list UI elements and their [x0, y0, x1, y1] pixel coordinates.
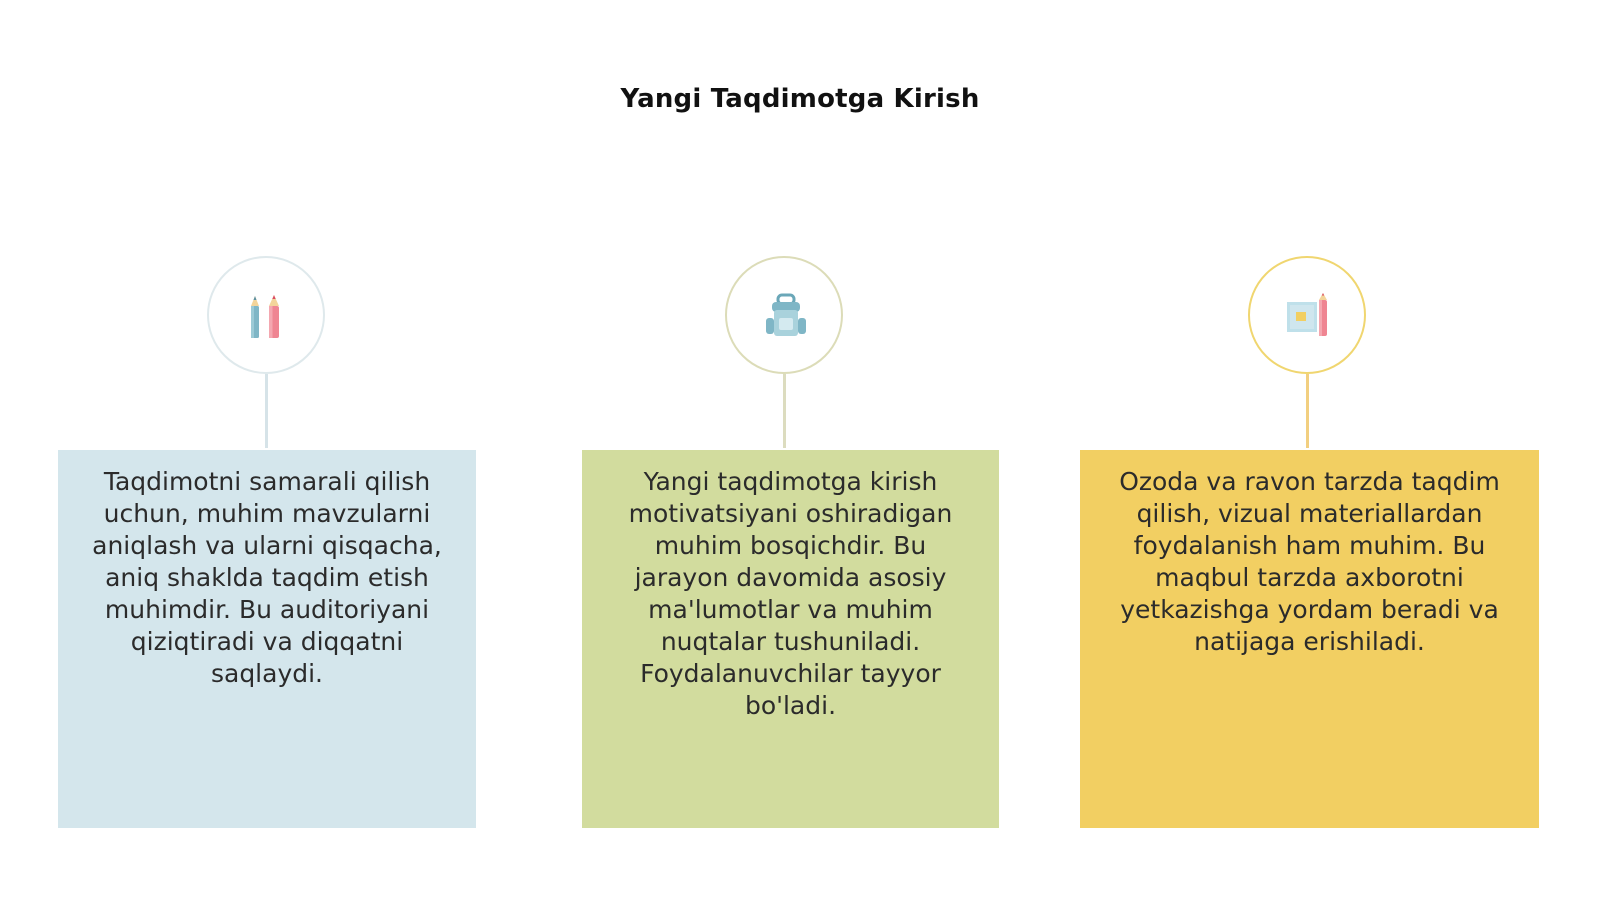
connector-line — [265, 374, 268, 448]
picture-and-pencil-icon — [1284, 292, 1334, 342]
connector-line — [783, 374, 786, 448]
info-card: Ozoda va ravon tarzda taqdim qilish, vizual materiallardan foydalanish ham muhim. Bu maqbul tarzda axborotni yetkazishga yordam beradi va natijaga erishiladi. — [1080, 450, 1539, 828]
icon-circle — [1248, 256, 1366, 374]
backpack-icon — [761, 292, 811, 342]
info-card: Yangi taqdimotga kirish motivatsiyani oshiradigan muhim bosqichdir. Bu jarayon davomida asosiy ma'lumotlar va muhim nuqtalar tushuniladi. Foydalanuvchilar tayyor bo'ladi. — [582, 450, 999, 828]
icon-circle — [207, 256, 325, 374]
slide-title: Yangi Taqdimotga Kirish — [620, 84, 980, 114]
icon-circle — [725, 256, 843, 374]
pencils-icon — [243, 292, 293, 342]
connector-line — [1306, 374, 1309, 448]
info-card: Taqdimotni samarali qilish uchun, muhim mavzularni aniqlash va ularni qisqacha, aniq shaklda taqdim etish muhimdir. Bu auditoriyani qiziqtiradi va diqqatni saqlaydi. — [58, 450, 476, 828]
